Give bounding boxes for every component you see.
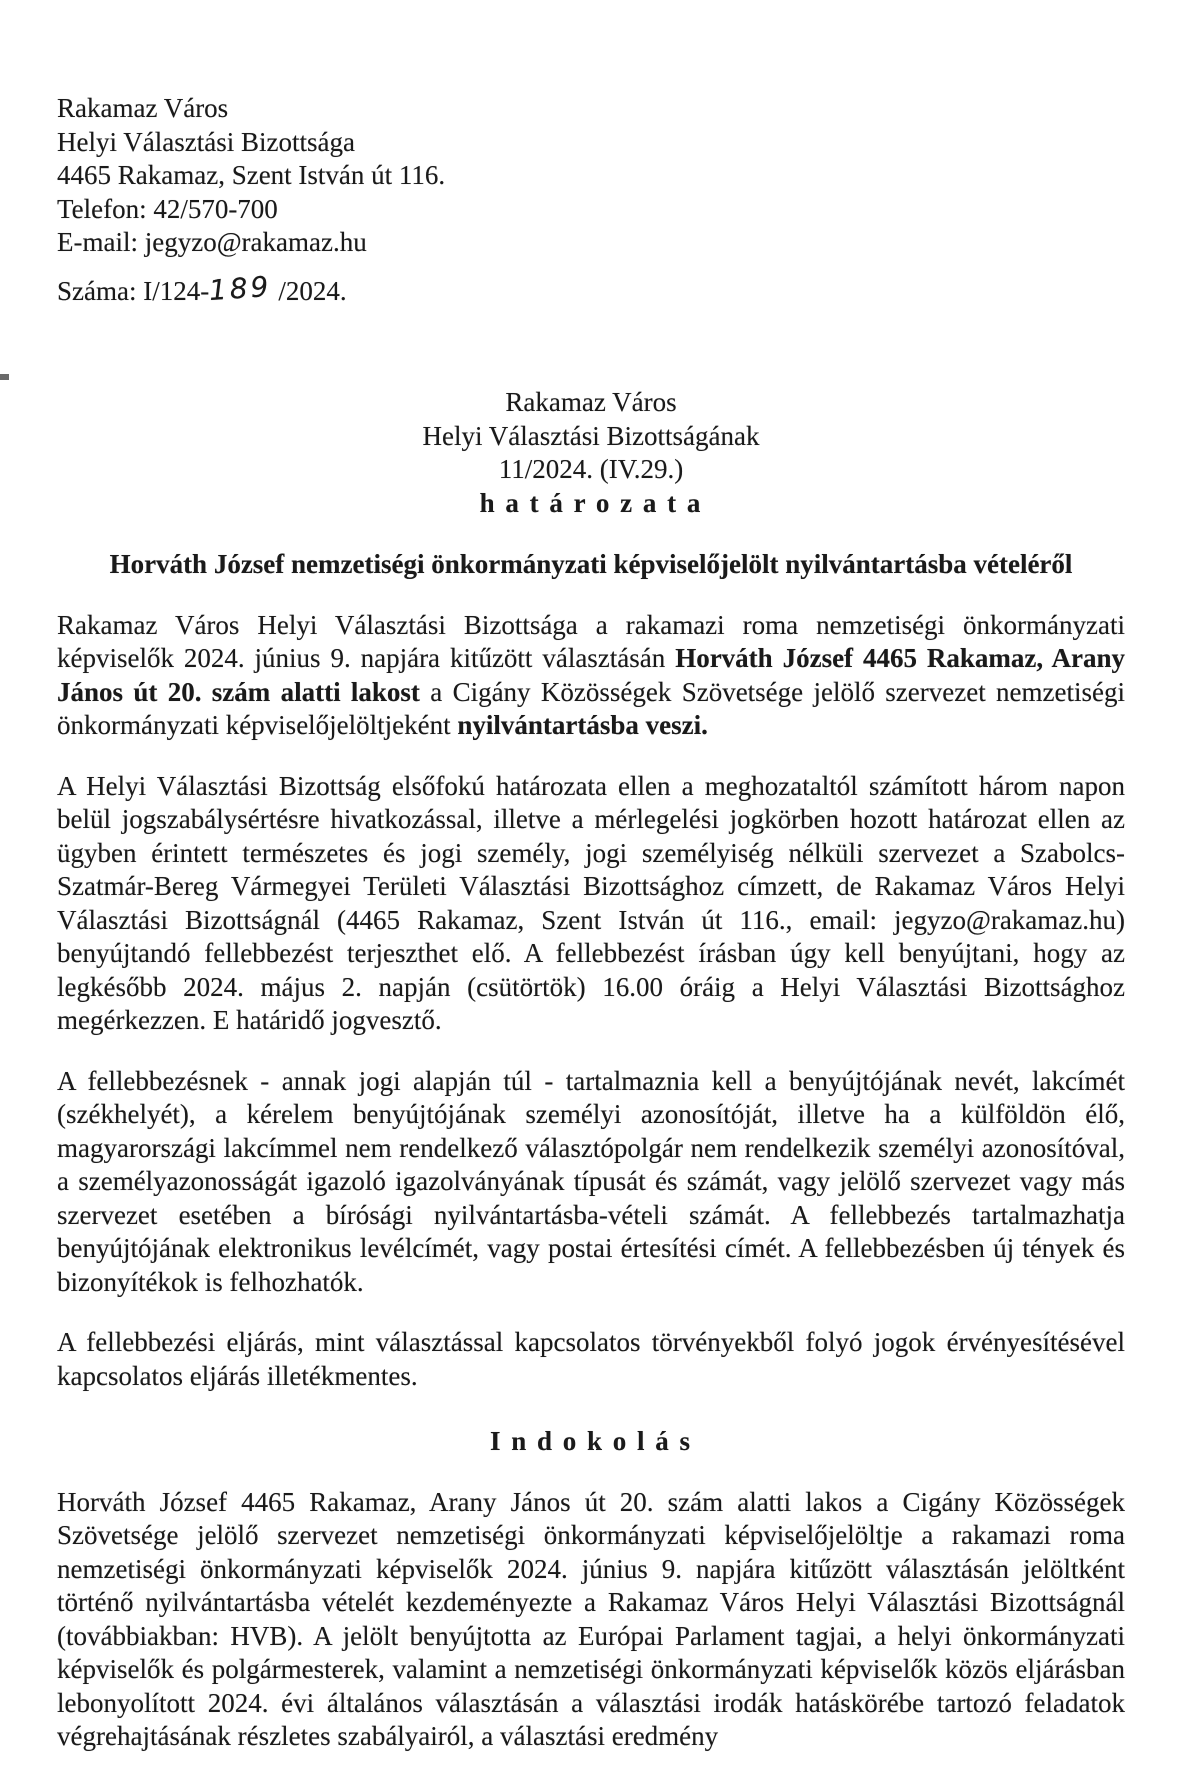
- reference-number-line: [57, 269, 1125, 309]
- decision-candidate-name-address: Horváth József 4465 Rakamaz, Arany János út 20. szám alatti lakost: [57, 643, 1126, 707]
- reference-handwritten-number: 189: [207, 269, 273, 307]
- title-decision-word: h a t á r o z a t a: [479, 487, 703, 518]
- sender-org-line1: Rakamaz Város: [57, 93, 229, 123]
- title-decision-number: 11/2024. (IV.29.): [498, 454, 684, 484]
- reference-prefix: Száma: I/124-: [57, 275, 210, 306]
- sender-address: 4465 Rakamaz, Szent István út 116.: [57, 160, 446, 190]
- reference-suffix: /2024.: [271, 275, 347, 306]
- decision-seg3: a Cigány Közösségek Szövetsége jelölő szervezet nemzetiségi önkormányzati képviselőjelöltjeként: [57, 676, 1125, 740]
- title-org-line2: Helyi Választási Bizottságának: [422, 420, 760, 451]
- scan-artifact: [0, 374, 9, 380]
- sender-phone: Telefon: 42/570-700: [57, 193, 278, 224]
- decision-operative-words: nyilvántartásba veszi.: [457, 710, 708, 740]
- title-org-line1: Rakamaz Város: [505, 387, 677, 417]
- document-content: [57, 0, 1125, 1754]
- sender-email: E-mail: jegyzo@rakamaz.hu: [57, 227, 367, 257]
- decision-seg1: Rakamaz Város Helyi Választási Bizottsága a rakamazi roma nemzetiségi önkormányzati képviselők 2024. június 9. napjára kitűzött választásán: [57, 609, 1125, 673]
- justification-section-heading: I n d o k o l á s: [489, 1426, 693, 1456]
- sender-block: [57, 92, 1125, 260]
- sender-org-line2: Helyi Választási Bizottsága: [57, 126, 355, 157]
- fee-exemption-paragraph: A fellebbezési eljárás, mint választással kapcsolatos törvényekből folyó jogok érvényesítésével kapcsolatos eljárás illetékmentes.: [57, 1327, 1125, 1391]
- decision-paragraph: [57, 609, 1125, 743]
- decision-title-block: [57, 386, 1125, 520]
- appeal-procedure-paragraph: A Helyi Választási Bizottság elsőfokú határozata ellen a meghozataltól számított három napon belül jogszabálysértésre hivatkozással, illetve a mérlegelési jogkörben hozott határozat ellen az ügyben érintett természetes és jogi személy, jogi személyiség nélküli szervezet a Szabolcs-Szatmár-Bereg Vármegyei Területi Választási Bizottsághoz címzett, de Rakamaz Város Helyi Választási Bizottságnál (4465 Rakamaz, Szent István út 116., email: jegyzo@rakamaz.hu) benyújtandó fellebbezést terjeszthet elő. A fellebbezést írásban úgy kell benyújtani, hogy az legkésőbb 2024. május 2. napján (csütörtök) 16.00 óráig a Helyi Választási Bizottsághoz megérkezzen. E határidő jogvesztő.: [57, 770, 1125, 1035]
- justification-paragraph: Horváth József 4465 Rakamaz, Arany János út 20. szám alatti lakos a Cigány Közösségek Szövetsége jelölő szervezet nemzetiségi önkormányzati képviselőjelöltje a rakamazi roma nemzetiségi önkormányzati képviselők 2024. június 9. napjára kitűzött választásán jelöltként történő nyilvántartásba vételét kezdeményezte a Rakamaz Város Helyi Választási Bizottságnál (továbbiakban: HVB). A jelölt benyújtotta az Európai Parlament tagjai, a helyi önkormányzati képviselők és polgármesterek, valamint a nemzetiségi önkormányzati képviselők közös eljárásban lebonyolított 2024. évi általános választásán a választási irodák hatáskörébe tartozó feladatok végrehajtásának részletes szabályairól, a választási eredmény: [57, 1486, 1125, 1751]
- subject-heading: Horváth József nemzetiségi önkormányzati képviselőjelölt nyilvántartásba vételéről: [109, 549, 1073, 579]
- appeal-content-paragraph: A fellebbezésnek - annak jogi alapján túl - tartalmaznia kell a benyújtójának nevét, lakcímét (székhelyét), a kérelem benyújtójának személyi azonosítóját, illetve ha a külföldön élő, magyarországi lakcímmel nem rendelkező választópolgár nem rendelkezik személyi azonosítóval, a személyazonosságát igazoló igazolványának típusát és számát, vagy jelölő szervezet vagy más szervezet esetében a bírósági nyilvántartásba-vételi számát. A fellebbezés tartalmazhatja benyújtójának elektronikus levélcímét, vagy postai értesítési címét. A fellebbezésben új tények és bizonyítékok is felhozhatók.: [57, 1065, 1125, 1297]
